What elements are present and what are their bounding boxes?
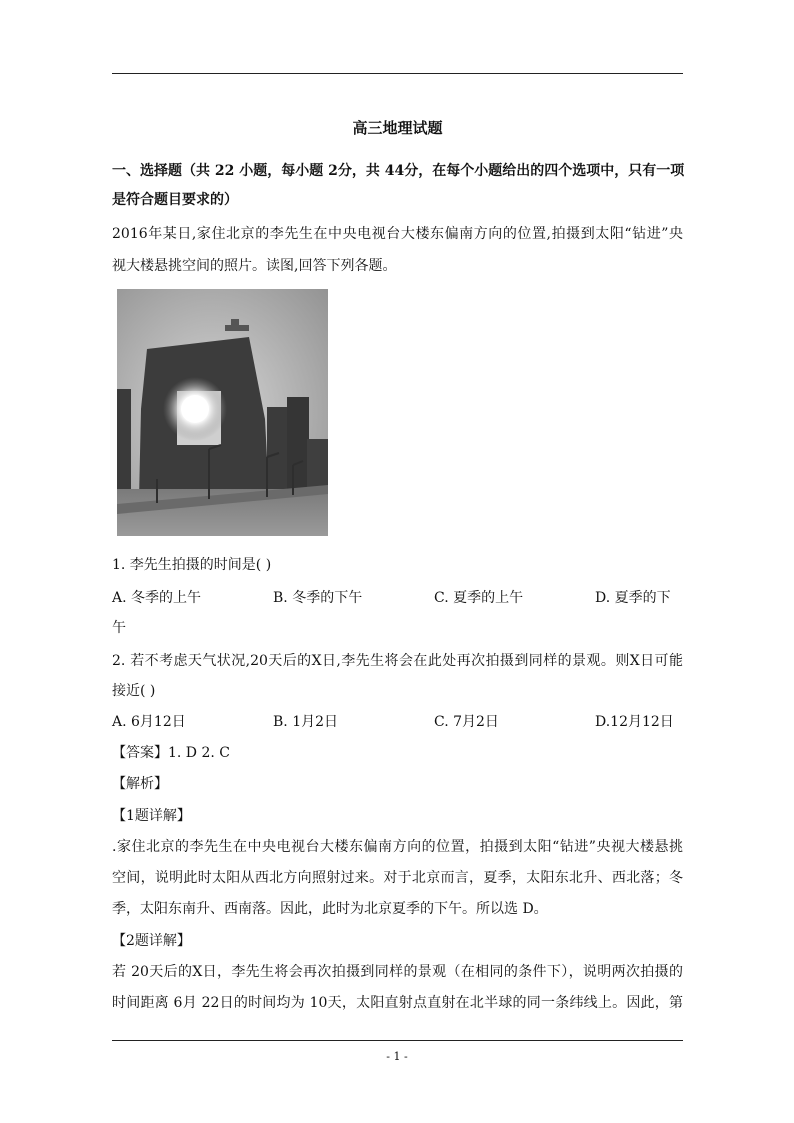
detail-2-label: 【2题详解】	[112, 933, 191, 949]
detail-2-line1: 若 20天后的X日，李先生将会再次拍摄到同样的景观（在相同的条件下），说明两次拍摄的	[112, 964, 683, 980]
question-1-stem: 1. 李先生拍摄的时间是( )	[112, 557, 272, 573]
section-heading-line1: 一、选择题（共 22 小题，每小题 2分，共 44分，在每个小题给出的四个选项中，只有一项	[112, 163, 685, 179]
q1-option-a: A. 冬季的上午	[112, 590, 202, 606]
question-1-options	[112, 587, 683, 607]
page-number: - 1 -	[386, 1050, 408, 1063]
question-2-stem-line2: 接近( )	[112, 683, 156, 699]
q2-option-b: B. 1月2日	[273, 714, 339, 730]
document-title: 高三地理试题	[352, 119, 443, 137]
q2-option-d: D.12月12日	[595, 714, 674, 730]
detail-1-line2: 空间，说明此时太阳从西北方向照射过来。对于北京而言，夏季，太阳东北升、西北落；冬	[112, 870, 683, 886]
q2-option-a: A. 6月12日	[112, 714, 186, 730]
detail-2-line2: 时间距离 6月 22日的时间均为 10天，太阳直射点直射在北半球的同一条纬线上。因此，第	[112, 995, 683, 1011]
q1-option-d: D. 夏季的下	[595, 590, 671, 606]
intro-line1: 2016年某日,家住北京的李先生在中央电视台大楼东偏南方向的位置,拍摄到太阳“钻进”央	[112, 226, 683, 242]
header-rule	[112, 73, 683, 74]
detail-1-label: 【1题详解】	[112, 808, 191, 824]
detail-1-line3: 季，太阳东南升、西南落。因此，此时为北京夏季的下午。所以选 D。	[112, 901, 548, 917]
answer-line: 【答案】1. D 2. C	[112, 745, 231, 761]
footer-rule	[112, 1040, 683, 1041]
detail-1-line1: .家住北京的李先生在中央电视台大楼东偏南方向的位置，拍摄到太阳“钻进”央视大楼悬挑	[112, 839, 683, 855]
analysis-label: 【解析】	[112, 776, 168, 792]
intro-line2: 视大楼悬挑空间的照片。读图,回答下列各题。	[112, 258, 397, 274]
question-2-stem-line1: 2. 若不考虑天气状况,20天后的X日,李先生将会在此处再次拍摄到同样的景观。则X日可能	[112, 653, 683, 669]
q1-option-c: C. 夏季的上午	[434, 590, 524, 606]
cctv-building-sun-photo	[117, 289, 328, 536]
q2-option-c: C. 7月2日	[434, 714, 499, 730]
q1-option-d-wrap: 午	[112, 620, 126, 636]
section-heading-line2: 是符合题目要求的）	[112, 192, 238, 208]
question-2-options	[112, 711, 683, 731]
q1-option-b: B. 冬季的下午	[273, 590, 363, 606]
